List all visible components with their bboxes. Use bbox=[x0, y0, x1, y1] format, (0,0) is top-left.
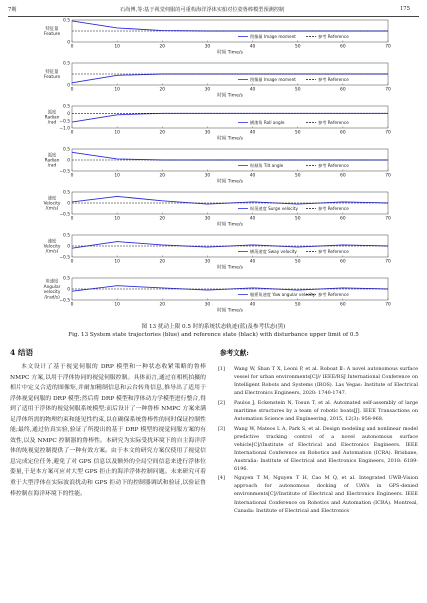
reference-item bbox=[218, 399, 418, 423]
y-tick-label: −1.0 bbox=[59, 126, 70, 132]
y-tick-label: −0.5 bbox=[59, 255, 70, 261]
y-axis-label: /(rad/s) bbox=[44, 295, 60, 301]
series-line bbox=[72, 286, 388, 292]
y-axis-label: Radian bbox=[44, 158, 60, 164]
y-tick-label: 0 bbox=[67, 201, 70, 207]
legend-label: 纵倾角 Tilt angle bbox=[250, 163, 284, 168]
x-tick-label: 30 bbox=[204, 130, 211, 136]
y-axis-label: 速度 bbox=[47, 196, 57, 202]
x-tick-label: 10 bbox=[114, 130, 120, 136]
y-tick-label: 0.5 bbox=[63, 61, 70, 67]
y-tick-label: 0 bbox=[67, 244, 70, 250]
y-tick-label: 0.5 bbox=[63, 233, 70, 239]
reference-number: [4] bbox=[218, 475, 225, 482]
x-tick-label: 50 bbox=[294, 130, 301, 136]
x-tick-label: 20 bbox=[159, 130, 166, 136]
y-tick-label: −0.5 bbox=[59, 119, 70, 125]
legend-label: 参考 Reference bbox=[318, 292, 349, 297]
x-tick-label: 20 bbox=[159, 259, 166, 265]
x-tick-label: 0 bbox=[70, 173, 74, 179]
reference-item bbox=[218, 365, 418, 397]
y-axis-label: Velocity bbox=[43, 244, 61, 250]
y-axis-label: 速度 bbox=[47, 239, 57, 245]
y-tick-label: 0 bbox=[67, 287, 70, 293]
legend-label: 参考 Reference bbox=[318, 249, 349, 254]
y-tick-label: 0 bbox=[67, 111, 70, 117]
reference-item bbox=[218, 474, 418, 514]
x-tick-label: 40 bbox=[249, 259, 256, 265]
x-tick-label: 20 bbox=[159, 173, 166, 179]
y-axis-label: /rad bbox=[47, 120, 57, 126]
y-tick-label: 0.5 bbox=[63, 104, 70, 110]
x-tick-label: 40 bbox=[249, 87, 256, 93]
y-tick-label: 0.5 bbox=[63, 18, 70, 24]
x-tick-label: 40 bbox=[249, 216, 256, 222]
conclusion-paragraph: 本文设计了基于视觉伺服的 DRP 模型和一种状态收紧策略的鲁棒 NMPC 方案,以用于浮体协同的视觉伺服控制。具体而言,通过在相机拍摄的相片中定义合适的图像矩,并耐加精制信息和云台转角信息,推导出了适用于浮体视觉伺服的 DRP 模型;然后将 DRP 模型和浮体动力学模型进行整合,得到了适用于浮体的视觉伺服系统模型;而后设计了一种鲁棒 NMPC 方案来满足浮体所需的物理约束和能见性约束,以在确保系统鲁棒性的同时保证控制性能;最终,通过仿真实验,验证了所提出的基于 DRP 模型的视觉伺服方案的有效性,以及 NMPC 控制器的鲁棒性。本研究为实际受扰环境下的自主海洋浮体的纯视觉控制提供了一种有效方案。由于本文的研究方案仅使用了视觉信息完成定位任务,避免了对 GPS 信息以及额外的全局空间信息来进行浮体位姿量,于是本方案可应对大型 GPS 拒止的海洋浮体控制问题。未来研究可着重于大型浮体在实际波浪扰动和 GPS 拒动下的控制器调试和验证,以验证鲁棒控制在海洋环境下的性能。 bbox=[10, 364, 206, 497]
x-tick-label: 10 bbox=[114, 302, 120, 308]
figure-caption-en: Fig. 13 System state trajectories (blue) and reference state (black) with disturbance upper limit of 0.5 bbox=[68, 332, 359, 338]
x-tick-label: 70 bbox=[385, 259, 391, 265]
x-tick-label: 60 bbox=[340, 302, 346, 308]
x-tick-label: 60 bbox=[340, 87, 346, 93]
y-axis-label: 特征量 bbox=[45, 69, 59, 75]
x-tick-label: 70 bbox=[385, 87, 391, 93]
y-tick-label: 0 bbox=[67, 83, 70, 89]
x-tick-label: 30 bbox=[204, 259, 211, 265]
y-axis-label: 弧度 bbox=[47, 153, 57, 159]
x-tick-label: 20 bbox=[159, 216, 166, 222]
reference-text: Paulos J, Eckenstein N, Tosun T, et al. Automated self-assembly of large maritime structures by a team of robotic boats[J]. IEEE Transactions on Automation Science and Engineering, 2015, 12(3): 958-968. bbox=[234, 399, 418, 422]
x-tick-label: 40 bbox=[249, 302, 256, 308]
x-tick-label: 70 bbox=[385, 44, 391, 50]
reference-item bbox=[218, 425, 418, 473]
x-tick-label: 0 bbox=[70, 302, 74, 308]
x-tick-label: 50 bbox=[294, 173, 301, 179]
x-tick-label: 70 bbox=[385, 302, 391, 308]
y-tick-label: −0.5 bbox=[59, 169, 70, 175]
running-title: 石尚博,等:基于视觉伺服的可重构海洋浮体实船对位姿鲁棒模型预测控制 bbox=[120, 7, 285, 13]
page-number: 175 bbox=[400, 6, 410, 12]
reference-number: [2] bbox=[218, 399, 225, 406]
legend-label: 参考 Reference bbox=[318, 77, 349, 82]
y-axis-label: Velocity bbox=[43, 201, 61, 207]
y-axis-label: 特征量 bbox=[45, 26, 59, 32]
x-tick-label: 50 bbox=[294, 259, 301, 265]
y-axis-label: /rad bbox=[47, 163, 57, 169]
series-line bbox=[72, 152, 388, 160]
x-tick-label: 30 bbox=[204, 216, 211, 222]
x-tick-label: 20 bbox=[159, 302, 166, 308]
issue-number: 7期 bbox=[8, 7, 17, 13]
x-tick-label: 20 bbox=[159, 87, 166, 93]
x-axis-label: 时间 Time/s bbox=[217, 50, 243, 56]
y-tick-label: −0.5 bbox=[59, 298, 70, 304]
x-tick-label: 10 bbox=[114, 216, 120, 222]
y-axis-label: /(m/s) bbox=[45, 249, 59, 255]
x-tick-label: 10 bbox=[114, 87, 120, 93]
x-axis-label: 时间 Time/s bbox=[217, 93, 243, 99]
x-tick-label: 60 bbox=[340, 173, 346, 179]
x-tick-label: 20 bbox=[159, 44, 166, 50]
y-axis-label: 弧度 bbox=[47, 110, 57, 116]
x-tick-label: 70 bbox=[385, 173, 391, 179]
x-axis-label: 时间 Time/s bbox=[217, 222, 243, 228]
legend-label: 横荡速度 Sway velocity bbox=[250, 249, 297, 254]
references-heading: 参考文献: bbox=[220, 349, 249, 357]
y-tick-label: 0 bbox=[67, 158, 70, 164]
y-tick-label: −0.5 bbox=[59, 212, 70, 218]
legend-label: 参考 Reference bbox=[318, 206, 349, 211]
x-tick-label: 70 bbox=[385, 216, 391, 222]
x-tick-label: 50 bbox=[294, 216, 301, 222]
x-axis-label: 时间 Time/s bbox=[217, 136, 243, 142]
series-line bbox=[72, 242, 388, 249]
x-tick-label: 0 bbox=[70, 87, 74, 93]
y-axis-label: Angular bbox=[43, 284, 61, 290]
x-tick-label: 60 bbox=[340, 216, 346, 222]
legend-label: 图像量 Image moment bbox=[250, 77, 296, 82]
figure-13-charts bbox=[0, 18, 427, 318]
y-tick-label: 0.5 bbox=[63, 147, 70, 153]
legend-label: 横滚角 Roll angle bbox=[250, 120, 285, 125]
legend-label: 参考 Reference bbox=[318, 120, 349, 125]
x-tick-label: 50 bbox=[294, 302, 301, 308]
reference-number: [1] bbox=[218, 366, 225, 372]
x-tick-label: 30 bbox=[204, 173, 211, 179]
legend-label: 图像量 Image moment bbox=[250, 34, 296, 39]
x-axis-label: 时间 Time/s bbox=[217, 308, 243, 314]
x-tick-label: 30 bbox=[204, 302, 211, 308]
legend-label: 参考 Reference bbox=[318, 163, 349, 168]
legend-label: 艏摇角速度 Yaw angular velocity bbox=[250, 292, 316, 297]
y-axis-label: /(m/s) bbox=[45, 206, 59, 212]
reference-list bbox=[218, 365, 418, 516]
y-tick-label: 0.5 bbox=[63, 190, 70, 196]
header-rule bbox=[8, 16, 419, 17]
y-tick-label: 0 bbox=[67, 40, 70, 46]
x-tick-label: 10 bbox=[114, 44, 120, 50]
x-tick-label: 0 bbox=[70, 130, 74, 136]
x-tick-label: 50 bbox=[294, 44, 301, 50]
y-axis-label: Radian bbox=[44, 115, 60, 121]
series-line bbox=[72, 21, 388, 31]
x-tick-label: 30 bbox=[204, 87, 211, 93]
legend-label: 纵荡速度 Surge velocity bbox=[250, 206, 298, 211]
y-axis-label: velocity bbox=[43, 290, 61, 296]
section-title: 4 结语 bbox=[10, 348, 34, 357]
y-tick-label: 0.5 bbox=[63, 276, 70, 282]
x-tick-label: 60 bbox=[340, 259, 346, 265]
x-tick-label: 10 bbox=[114, 173, 120, 179]
x-tick-label: 0 bbox=[70, 44, 74, 50]
y-axis-label: Feature bbox=[43, 75, 61, 81]
x-tick-label: 50 bbox=[294, 87, 301, 93]
figure-caption-cn: 图 13 扰动上限 0.5 时的系统状态轨迹(蓝)及参考状态(黑) bbox=[141, 324, 286, 330]
x-tick-label: 60 bbox=[340, 130, 346, 136]
y-axis-label: 角速度 bbox=[45, 279, 59, 285]
x-tick-label: 30 bbox=[204, 44, 211, 50]
running-header bbox=[0, 6, 427, 16]
x-tick-label: 60 bbox=[340, 44, 346, 50]
y-axis-label: Feature bbox=[43, 32, 61, 38]
x-axis-label: 时间 Time/s bbox=[217, 265, 243, 271]
reference-text: Nguyen T M, Nguyen T H, Cao M Q, et al. Integrated UWB-Vision approach for autonomous docking of UAVs in GPS-denied environments[C]//Institute of Electrical and Electronics Engineers. IEEE International Conference on Robotics and Automation (ICRA). Montreal, Canada: Institute of Electrical and Electronics bbox=[234, 475, 418, 514]
x-tick-label: 70 bbox=[385, 130, 391, 136]
x-tick-label: 40 bbox=[249, 44, 256, 50]
reference-text: Wang W, Shan T X, Leoni P, et al. Roboat Ⅱ: A novel autonomous surface vessel for urban environments[C]// IEEE/RSJ International Conference on Intelligent Robots and Systems (IROS). Las Vegas: Institute of Electrical and Electronics Engineers, 2020: 1740-1747. bbox=[234, 366, 418, 397]
x-tick-label: 0 bbox=[70, 216, 74, 222]
reference-text: Wang W, Mateos L A, Park S, et al. Design modeling and nonlinear model predictive tracking control of a novel autonomous surface vehicle[C]//Institute of Electrical and Electronics Engineers. IEEE International Conference on Robotics and Automation (ICRA). Brisbane, Australia: Institute of Electrical and Electronics Engineers, 2018: 6189-6196. bbox=[234, 425, 418, 472]
x-tick-label: 0 bbox=[70, 259, 74, 265]
x-tick-label: 40 bbox=[249, 173, 256, 179]
x-axis-label: 时间 Time/s bbox=[217, 179, 243, 185]
reference-number: [3] bbox=[218, 425, 225, 432]
legend-label: 参考 Reference bbox=[318, 34, 349, 39]
x-tick-label: 10 bbox=[114, 259, 120, 265]
x-tick-label: 40 bbox=[249, 130, 256, 136]
